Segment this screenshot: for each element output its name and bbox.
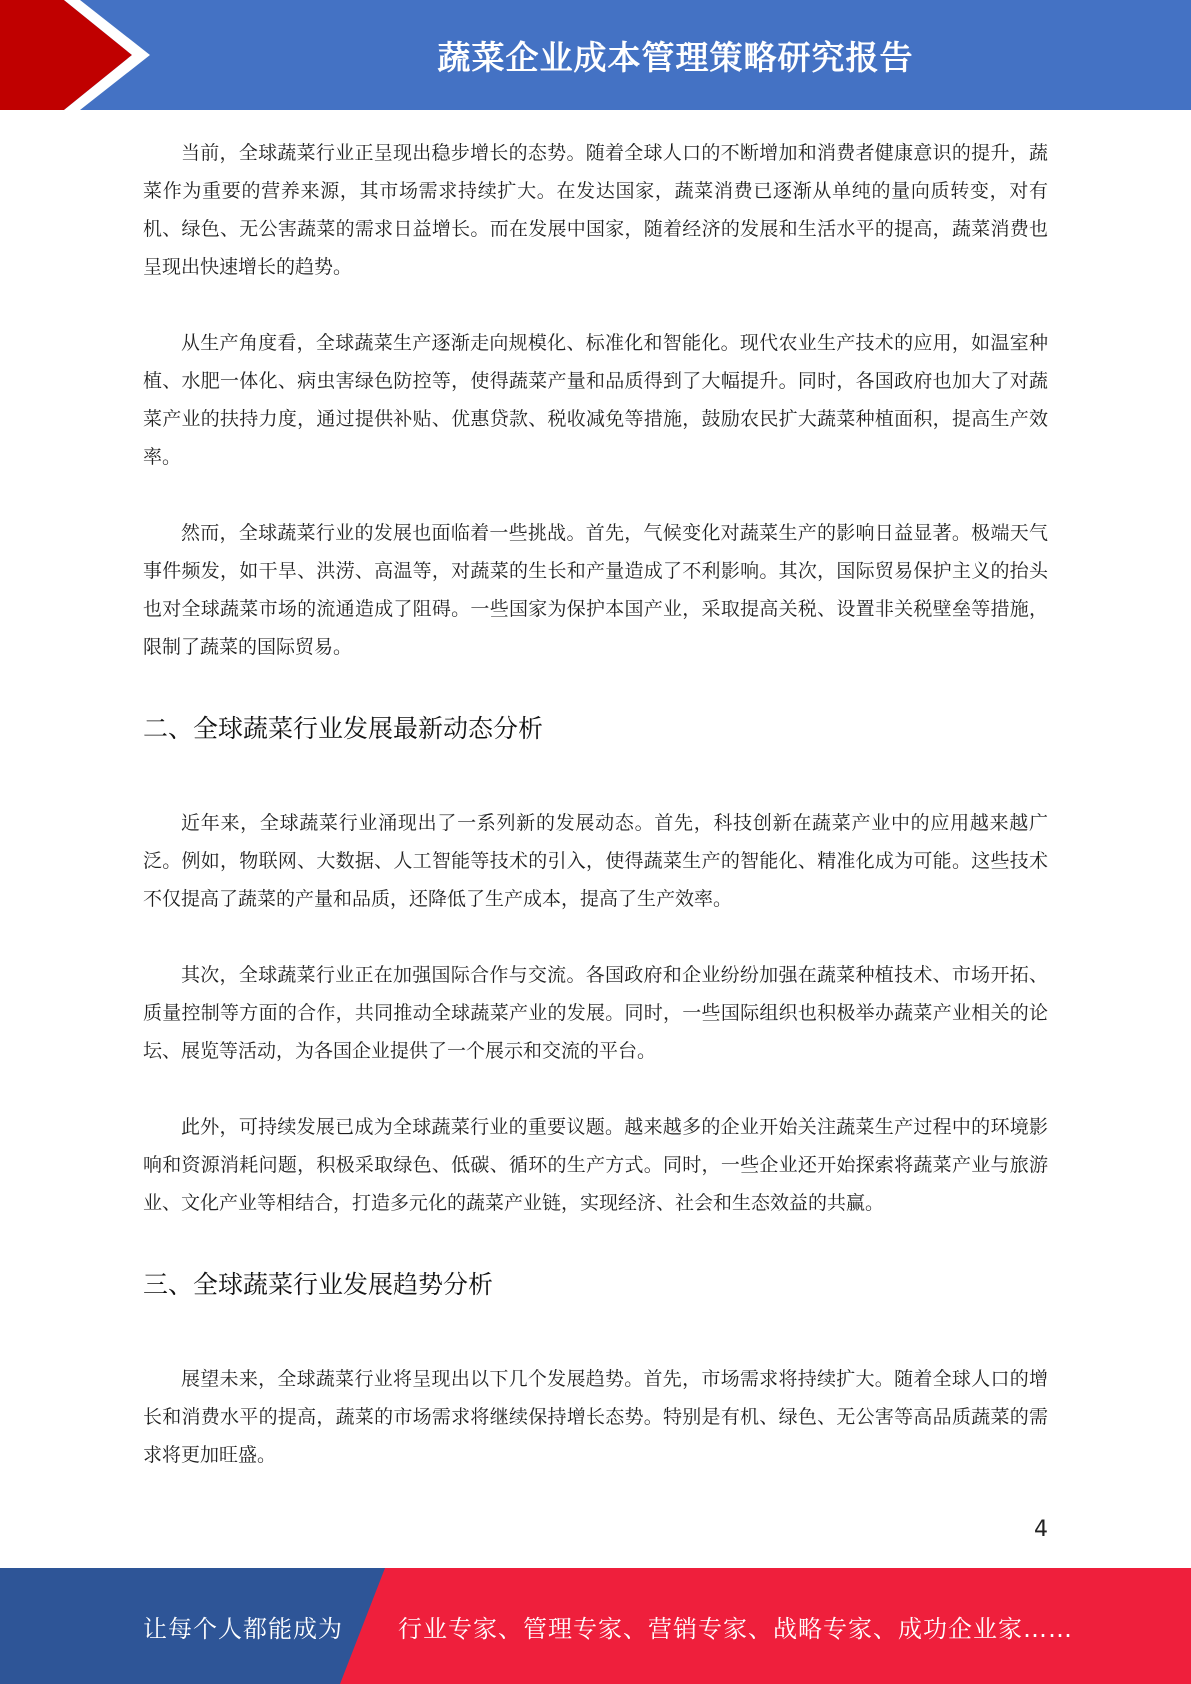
paragraph: 然而，全球蔬菜行业的发展也面临着一些挑战。首先，气候变化对蔬菜生产的影响日益显著。极端天气事件频发，如干旱、洪涝、高温等，对蔬菜的生长和产量造成了不利影响。其次，国际贸易保护主义的抬头也对全球蔬菜市场的流通造成了阻碍。一些国家为保护本国产业，采取提高关税、设置非关税壁垒等措施，限制了蔬菜的国际贸易。: [143, 522, 1048, 658]
paragraph: 展望未来，全球蔬菜行业将呈现出以下几个发展趋势。首先，市场需求将持续扩大。随着全球人口的增长和消费水平的提高，蔬菜的市场需求将继续保持增长态势。特别是有机、绿色、无公害等高品质蔬菜的需求将更加旺盛。: [143, 1368, 1048, 1466]
section-heading-2: 二、全球蔬菜行业发展最新动态分析: [143, 714, 544, 743]
report-title: 蔬菜企业成本管理策略研究报告: [437, 37, 914, 77]
page-header: [0, 0, 1191, 110]
paragraph: 从生产角度看，全球蔬菜生产逐渐走向规模化、标准化和智能化。现代农业生产技术的应用，如温室种植、水肥一体化、病虫害绿色防控等，使得蔬菜产量和品质得到了大幅提升。同时，各国政府也加大了对蔬菜产业的扶持力度，通过提供补贴、优惠贷款、税收减免等措施，鼓励农民扩大蔬菜种植面积，提高生产效率。: [143, 332, 1048, 468]
footer-slogan-right: 行业专家、管理专家、营销专家、战略专家、成功企业家……: [398, 1614, 1073, 1643]
paragraph: 当前，全球蔬菜行业正呈现出稳步增长的态势。随着全球人口的不断增加和消费者健康意识的提升，蔬菜作为重要的营养来源，其市场需求持续扩大。在发达国家，蔬菜消费已逐渐从单纯的量向质转变，对有机、绿色、无公害蔬菜的需求日益增长。而在发展中国家，随着经济的发展和生活水平的提高，蔬菜消费也呈现出快速增长的趋势。: [143, 142, 1048, 278]
section-heading-3: 三、全球蔬菜行业发展趋势分析: [143, 1270, 494, 1299]
paragraph: 近年来，全球蔬菜行业涌现出了一系列新的发展动态。首先，科技创新在蔬菜产业中的应用越来越广泛。例如，物联网、大数据、人工智能等技术的引入，使得蔬菜生产的智能化、精准化成为可能。这些技术不仅提高了蔬菜的产量和品质，还降低了生产成本，提高了生产效率。: [143, 812, 1048, 910]
document-body: [143, 134, 1048, 1474]
page-footer: [0, 1568, 1191, 1684]
page-number: 4: [1034, 1517, 1048, 1542]
paragraph: 此外，可持续发展已成为全球蔬菜行业的重要议题。越来越多的企业开始关注蔬菜生产过程中的环境影响和资源消耗问题，积极采取绿色、低碳、循环的生产方式。同时，一些企业还开始探索将蔬菜产业与旅游业、文化产业等相结合，打造多元化的蔬菜产业链，实现经济、社会和生态效益的共赢。: [143, 1116, 1048, 1214]
header-arrow-decoration: [0, 0, 220, 110]
footer-slogan-left: 让每个人都能成为: [143, 1614, 343, 1643]
paragraph: 其次，全球蔬菜行业正在加强国际合作与交流。各国政府和企业纷纷加强在蔬菜种植技术、市场开拓、质量控制等方面的合作，共同推动全球蔬菜产业的发展。同时，一些国际组织也积极举办蔬菜产业相关的论坛、展览等活动，为各国企业提供了一个展示和交流的平台。: [143, 964, 1048, 1062]
